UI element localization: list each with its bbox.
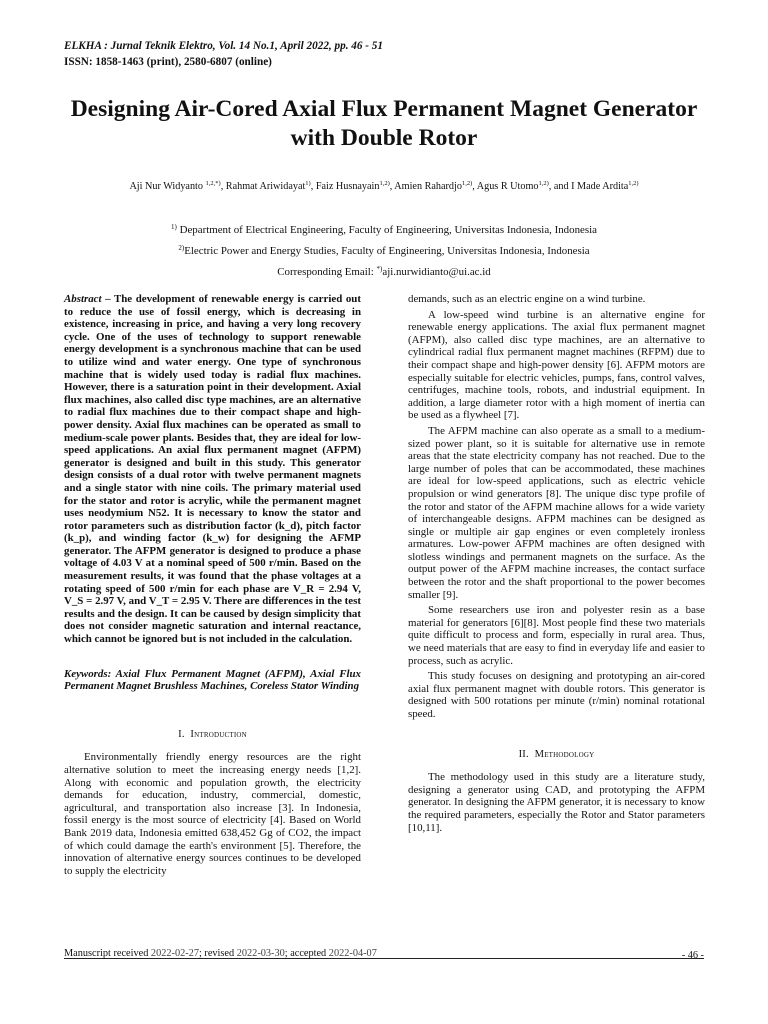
affiliation-1 [60,218,708,239]
affil-text: Department of Electrical Engineering, Faculty of Engineering, Universitas Indonesia, Indonesia [176,224,597,236]
author-list [60,177,708,194]
section-heading-methodology [408,749,705,762]
author-affil-mark: 1,2) [461,180,473,187]
corresponding-email [60,260,708,281]
body-paragraph: This study focuses on designing and prototyping an air-cored axial flux permanent magnet with double rotors. This generator is designed with 500 rotations per minute (r/min) nominal rotational speed. [408,670,705,720]
author-name: Aji Nur Widyanto [129,181,206,192]
methodology-paragraph: The methodology used in this study are a literature study, designing a generator using CAD, and prototyping the AFPM generator. In designing the AFPM generator, it is necessary to know the required parameters, especially the Rotor and Stator parameters [10,11]. [408,771,705,834]
received-date: 2022-02-27 [150,948,199,959]
author-name: , and I Made Ardita [548,181,629,192]
revised-label: ; revised [198,948,237,959]
section-heading-introduction [64,729,361,742]
section-title: Introduction [190,728,247,740]
author-name: , Rahmat Ariwidayat [220,181,306,192]
keywords: Keywords: Axial Flux Permanent Magnet (AFPM), Axial Flux Permanent Magnet Brushless Machines, Coreless Stator Winding [64,667,361,693]
section-number: I. [178,728,185,740]
journal-header [64,38,383,70]
intro-paragraph: Environmentally friendly energy resources are the right alternative solution to meet the increasing energy needs [1,2]. Along with economic and population growth, the electricity demands for education, industry, commercial, domestic, agricultural, and transportation also increase [3]. In Indonesia, fossil energy is the most source of electricity [4]. Based on World Bank 2019 data, Indonesia emitted 638,452 Gg of CO2, the impact of which could damage the earth's environment [5]. Therefore, the innovation of alternative energy sources continues to be developed to supply the electricity [64,751,361,877]
affiliation-2 [60,239,708,260]
author-affil-mark: 1,2) [628,180,639,187]
accepted-label: ; accepted [284,948,329,959]
right-column [408,293,705,837]
affil-mark: 2) [178,244,185,252]
manuscript-dates [64,948,377,959]
issn: ISSN: 1858-1463 (print), 2580-6807 (online) [64,56,272,68]
body-paragraph: A low-speed wind turbine is an alternative engine for renewable energy applications. The axial flux permanent magnet (AFPM), also called disc type machines, are an alternative to cylindrical radial flux permanent magnet machines (RFPM) due to their compact shape and high-power density [6]. AFPM motors are especially suitable for electric vehicles, pumps, fans, control valves, centrifuges, machine tools, robots, and industrial equipment. In addition, a large diameter rotor with a high moment of inertia can be used as a flywheel [7]. [408,308,705,422]
email-address[interactable]: aji.nurwidianto@ui.ac.id [382,266,491,278]
affil-text: Electric Power and Energy Studies, Faculty of Engineering, Universitas Indonesia, Indonesia [184,245,590,257]
body-paragraph: Some researchers use iron and polyester resin as a base material for generators [6][8]. Most people find these two materials quite difficult to process and form, especially in rural area. Thus, we need materials that are easy to find in everyday life and easier to process, such as acrylic. [408,604,705,667]
author-affil-mark: 1,2) [379,180,390,187]
affil-mark: 1) [171,223,177,231]
section-title: Methodology [534,748,595,760]
body-paragraph: demands, such as an electric engine on a wind turbine. [408,293,646,305]
email-label: Corresponding Email: [277,266,377,278]
author-name: , Agus R Utomo [472,181,539,192]
author-name: , Amien Rahardjo [389,181,462,192]
author-name: , Faiz Husnayain [310,181,380,192]
abstract-text: – The development of renewable energy is carried out to reduce the use of fossil energy, which is decreasing in existence, increasing in price, and having a very long recovery cycle. One of the uses of technology to support renewable energy development is a synchronous machine that can be used to utilize wind and water energy. One type of synchronous machine that is widely used today is radial flux machines. However, there is a saturation point in their development. Axial flux machines, also called disc type machines, are an alternative to radial flux machines due to their compact shape and high-power density. Axial flux machines can be operated as small to medium-scale power plants. Besides that, they are ideal for low-speed applications. An axial flux permanent magnet (AFPM) generator is designed and built in this study. This generator design consists of a dual rotor with twelve permanent magnets and a single stator with nine coils. The primary material used for the stator and rotor is acrylic, while the permanent magnet uses neodymium N52. It is necessary to know the stator and rotor parameters such as distribution factor (k_d), pitch factor (k_p), and winding factor (k_w) for designing the AFMP generator. The AFPM generator is designed to produce a phase voltage of 4.03 V at a nominal speed of 500 r/min. Based on the measurement results, it was found that the phase voltages at a rotating speed of 500 r/min for each phase are V_R = 2.94 V, V_S = 2.97 V, and V_T = 2.95 V. There are differences in the test results and the design. It can be caused by design simplicity that does not consider magnetic saturation and internal reactance, which cannot be ignored but is not included in the calculation. [64,293,361,646]
journal-citation: ELKHA : Jurnal Teknik Elektro, Vol. 14 No.1, April 2022, pp. 46 - 51 [64,40,383,52]
section-number: II. [518,748,529,760]
accepted-date: 2022-04-07 [328,948,377,959]
affiliations [60,218,708,281]
paper-title: Designing Air-Cored Axial Flux Permanent Magnet Generator with Double Rotor [70,96,698,151]
page-number: - 46 - [681,950,704,961]
author-affil-mark: 1,2,*) [205,180,221,187]
left-column [64,293,361,880]
manuscript-label: Manuscript received [64,948,151,959]
abstract-label: Abstract [64,293,102,305]
email-mark: *) [376,265,383,273]
body-paragraph: The AFPM machine can also operate as a small to a medium-sized power plant, so it is suitable for alternative use in remote areas that the state electricity company has not reached. Due to the large number of poles that can be accommodated, these machines are ideal for low-speed applications, such as electric vehicle propulsion or wind generators [8]. The unique disc type profile of the rotor and stator of the AFPM machine allows for a wide variety of interchangeable designs. AFPM machines can be designed as single or multiple air gap engines or even completely ironless armatures. Low-power AFPM machines are often designed with slotless windings and permanent magnets on the surface. As the output power of the AFPM machine increases, the contact surface between the rotor and the shaft proportional to the power becomes smaller [9]. [408,424,705,601]
author-affil-mark: 1,2) [538,180,549,187]
revised-date: 2022-03-30 [236,948,285,959]
author-affil-mark: 1) [305,180,311,187]
abstract [64,293,361,646]
